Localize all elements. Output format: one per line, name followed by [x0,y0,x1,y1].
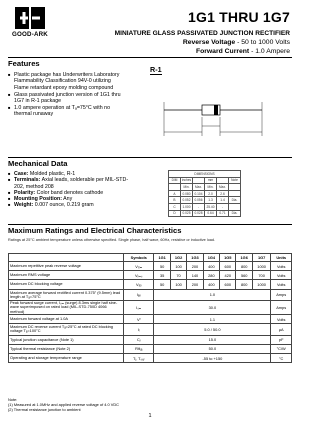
table-row: Min. Max. Min. Max. [169,184,241,191]
mechanical-item: ■ Mounting Position: Any [8,196,138,202]
reverse-voltage-value: - 50 to 1000 Volts [235,39,290,46]
table-cell: 600 [220,280,236,289]
forward-current-label: Forward Current [195,48,250,55]
table-cell: 560 [236,271,252,280]
table-cell: Tⱼ, Tₛₜᵧ [124,354,154,363]
table-header-row: Symbols 1G1 1G2 1G3 1G4 1G5 1G6 1G7 Units [9,254,292,262]
table-row: DIM inches mm Note [169,177,241,184]
table-cell: pF [271,335,292,344]
mechanical-item: ■ Weight: 0.007 ounce, 0.219 gram [8,202,138,208]
table-row [9,301,292,315]
table-cell: Volts [271,314,292,323]
table-cell: Maximum DC blocking voltage [9,280,124,289]
table-cell: 800 [236,280,252,289]
table-cell: Maximum average forward rectified current 0.375" (9.5mm) lead length at Tₐ=75°C [9,289,124,301]
table-row [9,354,292,363]
mechanical-item: ■ Case: Molded plastic, R-1 [8,171,138,177]
table-cell: µA [271,324,292,336]
features-list [8,72,126,118]
feature-item: ■ Glass passivated junction version of 1G1 thru 1G7 in R-1 package [8,92,126,105]
table-cell: 15.0 [154,335,271,344]
table-row: D 0.025 0.028 0.64 0.71 Dia. [169,210,241,217]
table-cell: Maximum DC reverse current Tₐ=25°C at rated DC blocking voltage Tₐ=100°C [9,324,124,336]
forward-current-value: - 1.0 Ampere [249,48,290,55]
table-cell: 400 [203,280,219,289]
company-logo [8,7,52,41]
table-cell: 50.0 [154,344,271,353]
table-row [9,324,292,336]
ratings-conditions-note: Ratings at 25°C ambient temperature unless otherwise specified. Single phase, half wave, 60Hz, resistive or inductive load. [8,238,216,242]
notes-heading: Note: [8,397,18,402]
table-cell: 5.0 / 50.0 [154,324,271,336]
table-cell: 400 [203,262,219,271]
table-cell: 50 [154,262,170,271]
table-cell: 30.0 [154,301,271,315]
table-row [9,289,292,301]
note-item: (1) Measured at 1.0MHz and applied reverse voltage of 4.0 VDC [8,402,119,407]
table-cell: Maximum RMS voltage [9,271,124,280]
table-cell: 420 [220,271,236,280]
table-cell: 200 [187,280,203,289]
table-row [9,335,292,344]
table-cell: 200 [187,262,203,271]
table-row [9,271,292,280]
table-row [9,314,292,323]
table-cell: Amps [271,289,292,301]
table-row [9,262,292,271]
table-cell: Iᵣ [124,324,154,336]
mechanical-data-list [8,171,138,209]
table-cell: Typical junction capacitance (Note 1) [9,335,124,344]
mechanical-heading: Mechanical Data [8,157,292,170]
table-cell: Amps [271,301,292,315]
table-row: A 0.080 0.104 2.0 2.6 [169,190,241,197]
table-cell: 700 [252,271,270,280]
table-cell: 140 [187,271,203,280]
table-cell: Rθⱼₐ [124,344,154,353]
table-cell: 100 [170,280,186,289]
table-cell: °C [271,354,292,363]
table-cell: Volts [271,262,292,271]
table-cell: 1000 [252,280,270,289]
table-cell: Iₛₘ [124,301,154,315]
table-cell: Maximum forward voltage at 1.0A [9,314,124,323]
table-cell: -55 to +150 [154,354,271,363]
ratings-heading: Maximum Ratings and Electrical Characteristics [8,224,292,237]
table-cell: 35 [154,271,170,280]
table-cell: 280 [203,271,219,280]
dim-table-header: DIMENSIONS [169,171,241,178]
table-cell: Maximum repetitive peak reverse voltage [9,262,124,271]
table-row [9,280,292,289]
table-cell: Vᵣᵣₘ [124,262,154,271]
table-cell: 70 [170,271,186,280]
page-number: 1 [148,413,152,419]
table-cell: Volts [271,280,292,289]
table-cell: Operating and storage temperature range [9,354,124,363]
feature-item: ■ Plastic package has Underwriters Laboratory Flammability Classification 94V-0 utilizing Flame retardant epoxy molding compound [8,72,126,91]
logo-text: GOOD-ARK [12,31,48,38]
dimensions-table [168,170,241,217]
table-cell: Vᶠ [124,314,154,323]
part-number-title: 1G1 THRU 1G7 [188,9,290,25]
table-cell: 50 [154,280,170,289]
mechanical-item: ■ Terminals: Axial leads, solderable per MIL-STD-202, method 208 [8,177,138,190]
reverse-voltage-label: Reverse Voltage [182,39,236,46]
features-heading: Features [8,57,292,70]
table-cell: 800 [236,262,252,271]
table-cell: Iₐᵥ [124,289,154,301]
good-ark-logo-icon [15,7,45,29]
table-cell: 100 [170,262,186,271]
table-row: C 1.000 - 25.40 - [169,203,241,210]
table-cell: 600 [220,262,236,271]
mechanical-item: ■ Polarity: Color band denotes cathode [8,190,138,196]
table-cell: Cⱼ [124,335,154,344]
table-cell: Typical thermal resistance (Note 2) [9,344,124,353]
table-cell: Vₔₒ [124,280,154,289]
table-cell: °C/W [271,344,292,353]
table-cell: 1.0 [154,289,271,301]
table-row [9,344,292,353]
package-outline-drawing [162,92,270,142]
table-cell: Peak forward surge current, Iₛₘ (surge) 8.3ms single half sine-wave superimposed on rated load (MIL-STD-750D 4066 method) [9,301,124,315]
note-item: (2) Thermal resistance junction to ambient [8,407,81,412]
table-cell: 1000 [252,262,270,271]
device-description: MINIATURE GLASS PASSIVATED JUNCTION RECTIFIER [114,30,290,37]
table-row: B 0.052 0.056 1.3 1.4 Dia. [169,197,241,204]
forward-current-spec [196,48,290,55]
reverse-voltage-spec [183,39,290,46]
ratings-table [8,253,292,363]
table-cell: 1.1 [154,314,271,323]
table-cell: Volts [271,271,292,280]
package-label: R-1 [150,65,162,74]
table-cell: Vᵣₘₛ [124,271,154,280]
feature-item: ■ 1.0 ampere operation at Tₐ=75°C with no thermal runaway [8,105,126,118]
notes-section [8,397,119,412]
